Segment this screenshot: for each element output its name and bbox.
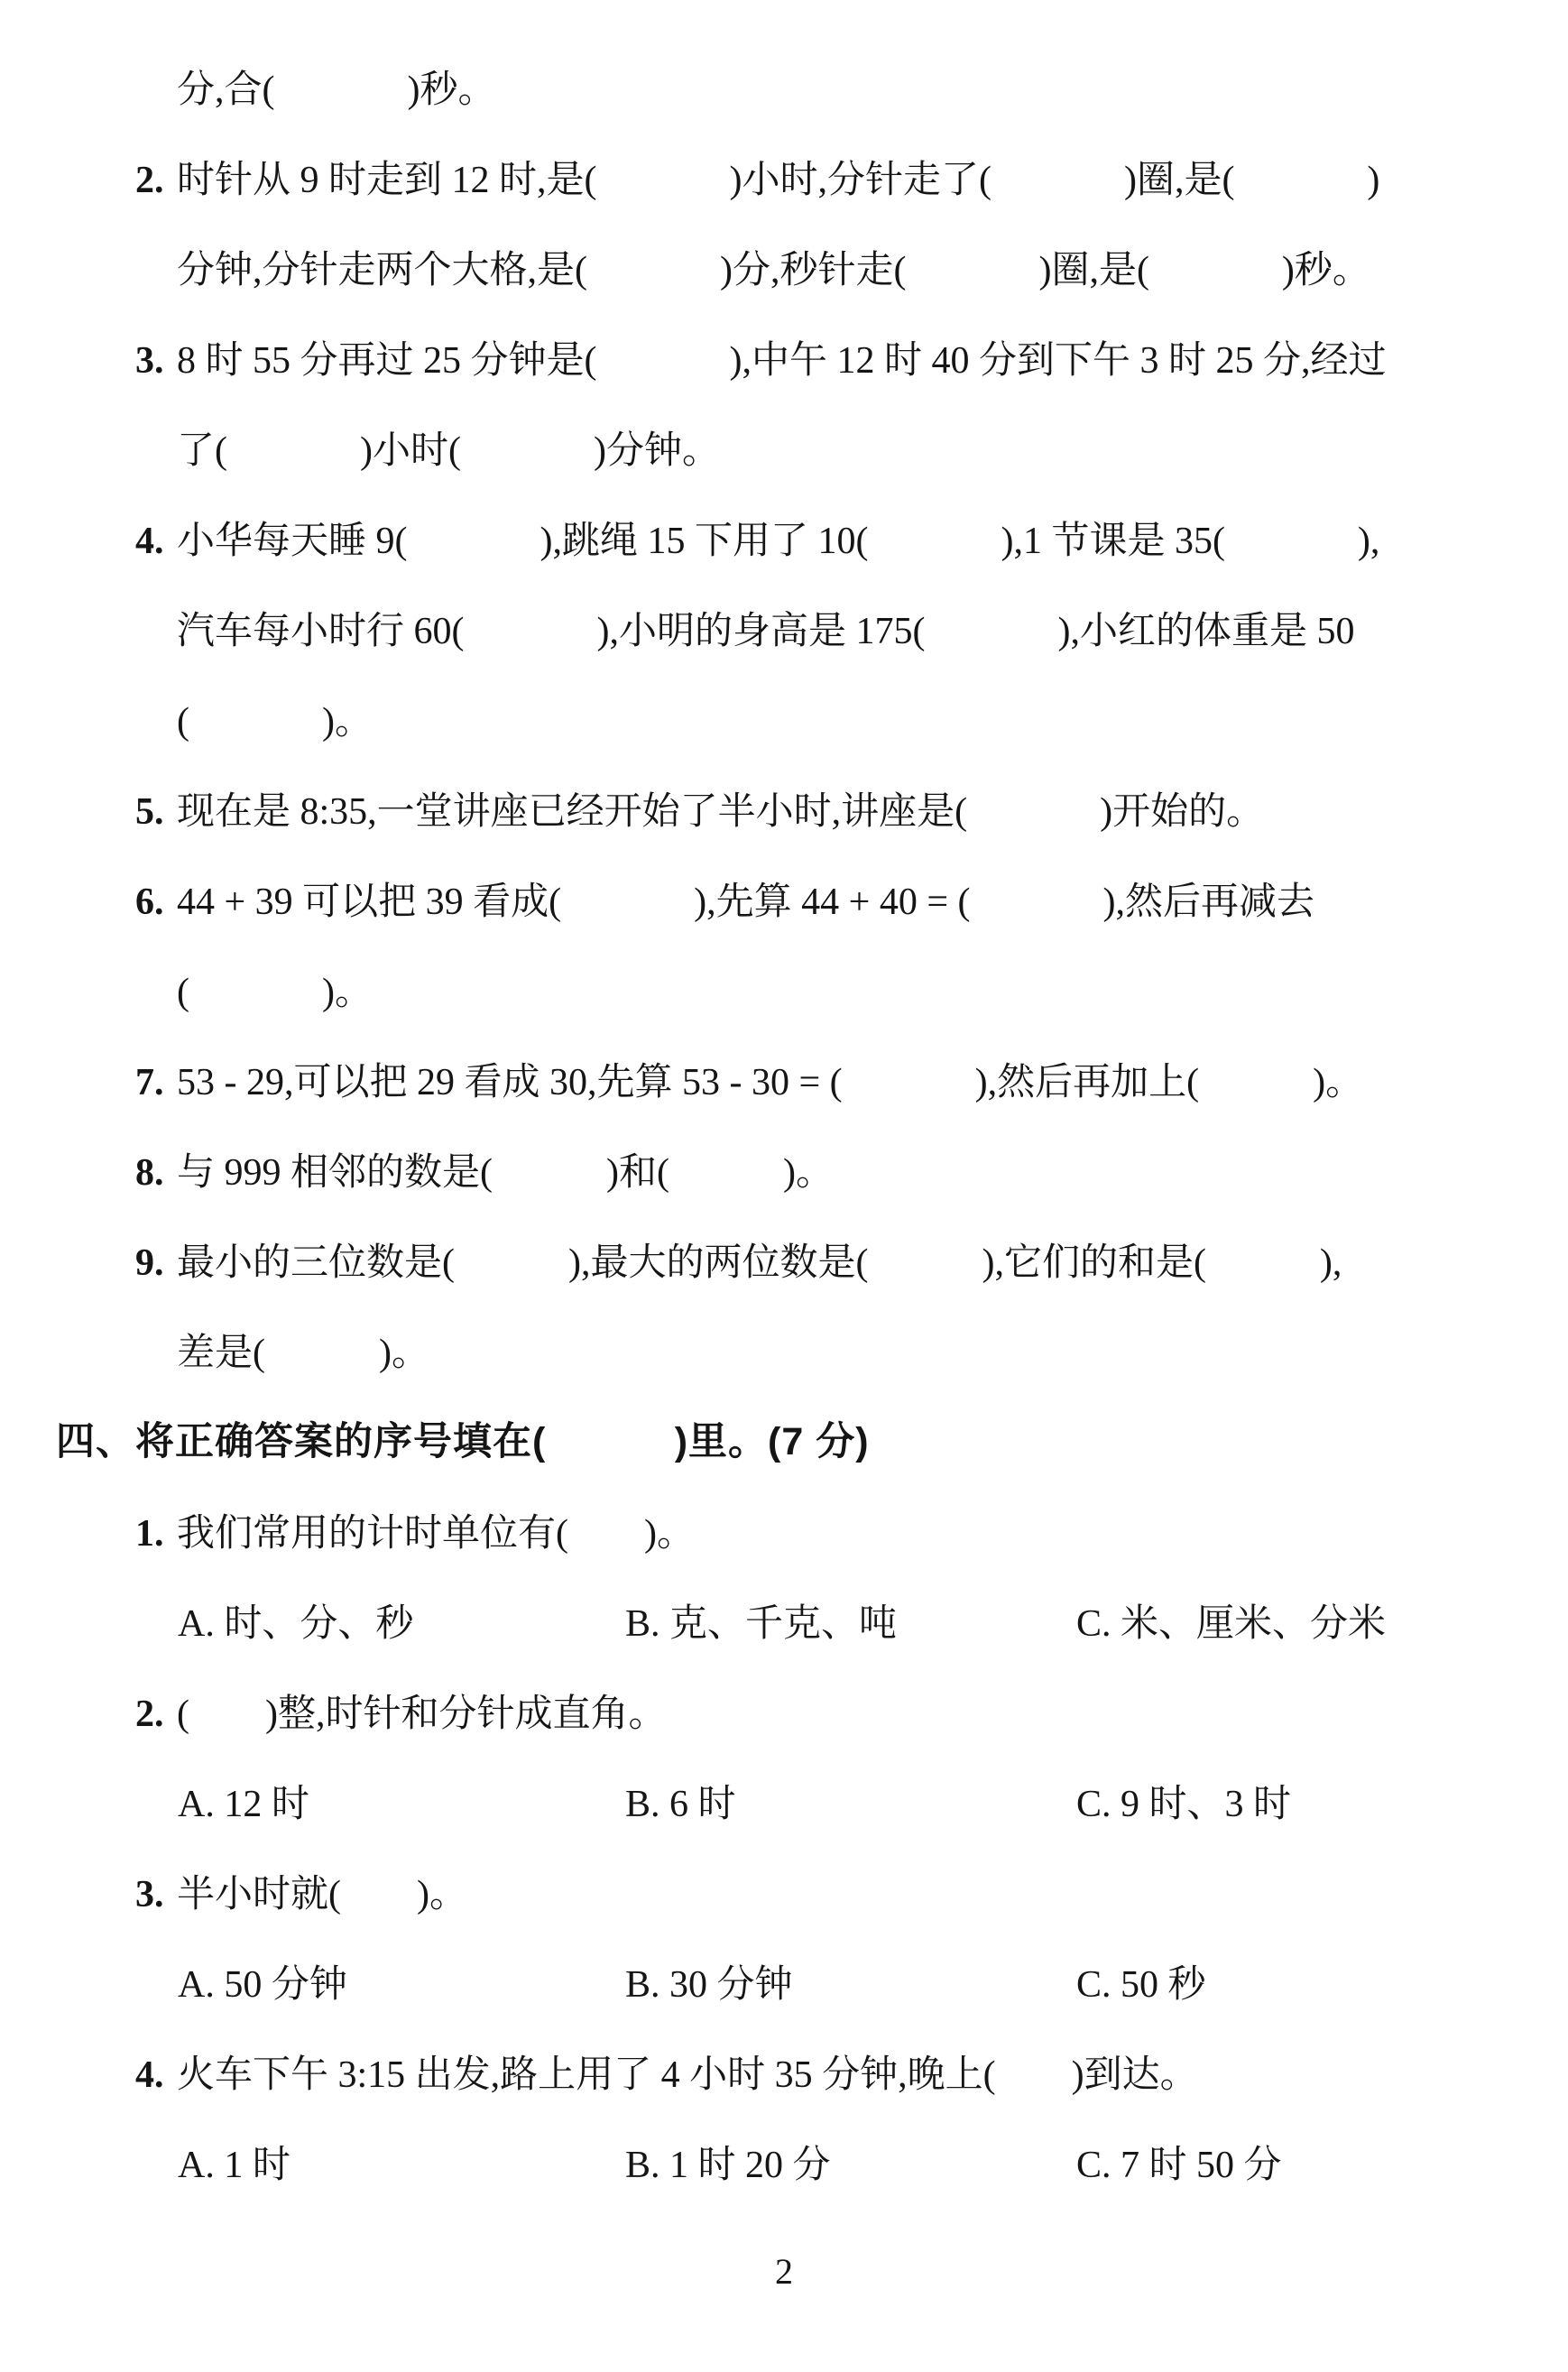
q9-line1-text: 最小的三位数是( ),最大的两位数是( ),它们的和是( ), xyxy=(177,1242,1342,1284)
mc3-question xyxy=(135,1872,467,1917)
q3-line1-text: 8 时 55 分再过 25 分钟是( ),中午 12 时 40 分到下午 3 时 25 分,经过 xyxy=(177,340,1387,382)
mc4-text: 火车下午 3:15 出发,路上用了 4 小时 35 分钟,晚上( )到达。 xyxy=(177,2054,1198,2096)
q9-line2: 差是( )。 xyxy=(177,1333,429,1374)
mc3-option-c: C. 50 秒 xyxy=(1076,1964,1206,2006)
mc2-option-a: A. 12 时 xyxy=(178,1784,309,1825)
mc1-option-b: B. 克、千克、吨 xyxy=(625,1603,898,1645)
mc4-number: 4. xyxy=(135,2054,164,2096)
q2-number: 2. xyxy=(135,160,164,201)
q6-line1-text: 44 + 39 可以把 39 看成( ),先算 44 + 40 = ( ),然后再减去 xyxy=(177,881,1315,923)
q5-line1-text: 现在是 8:35,一堂讲座已经开始了半小时,讲座是( )开始的。 xyxy=(177,791,1265,833)
mc1-question xyxy=(135,1511,695,1556)
q2-line1 xyxy=(135,158,1379,203)
mc1-options-row xyxy=(178,1601,1513,1647)
q2-line1-text: 时针从 9 时走到 12 时,是( )小时,分针走了( )圈,是( ) xyxy=(177,160,1380,201)
mc1-option-c: C. 米、厘米、分米 xyxy=(1076,1603,1387,1645)
q8-line1 xyxy=(135,1150,834,1195)
mc2-text: ( )整,时针和分针成直角。 xyxy=(177,1694,667,1735)
mc2-question xyxy=(135,1692,666,1737)
q3-line2: 了( )小时( )分钟。 xyxy=(177,430,720,472)
mc3-options-row xyxy=(178,1962,1513,2007)
q5-number: 5. xyxy=(135,791,164,833)
q6-line1 xyxy=(135,880,1314,925)
mc2-number: 2. xyxy=(135,1694,164,1735)
q8-number: 8. xyxy=(135,1152,164,1194)
q4-line1 xyxy=(135,519,1379,564)
mc3-option-b: B. 30 分钟 xyxy=(625,1964,793,2006)
q6-line2: ( )。 xyxy=(177,972,373,1013)
mc4-options-row xyxy=(178,2143,1513,2188)
mc4-question xyxy=(135,2053,1198,2098)
q9-line1 xyxy=(135,1241,1342,1286)
mc4-option-b: B. 1 时 20 分 xyxy=(625,2145,831,2186)
q4-line1-text: 小华每天睡 9( ),跳绳 15 下用了 10( ),1 节课是 35( ), xyxy=(177,521,1380,562)
q9-number: 9. xyxy=(135,1242,164,1284)
q7-number: 7. xyxy=(135,1062,164,1103)
q4-line2: 汽车每小时行 60( ),小明的身高是 175( ),小红的体重是 50 xyxy=(177,611,1355,652)
q8-line1-text: 与 999 相邻的数是( )和( )。 xyxy=(177,1152,834,1194)
mc1-number: 1. xyxy=(135,1513,164,1555)
mc2-option-b: B. 6 时 xyxy=(625,1784,736,1825)
q7-line1 xyxy=(135,1060,1363,1105)
q3-number: 3. xyxy=(135,340,164,382)
mc2-option-c: C. 9 时、3 时 xyxy=(1076,1784,1292,1825)
mc3-text: 半小时就( )。 xyxy=(177,1874,467,1915)
page-number: 2 xyxy=(775,2251,793,2292)
mc1-text: 我们常用的计时单位有( )。 xyxy=(177,1513,695,1555)
mc4-option-c: C. 7 时 50 分 xyxy=(1076,2145,1282,2186)
mc3-option-a: A. 50 分钟 xyxy=(178,1964,347,2006)
q1-continuation-line: 分,合( )秒。 xyxy=(177,69,496,111)
q2-line2: 分钟,分针走两个大格,是( )分,秒针走( )圈,是( )秒。 xyxy=(177,250,1370,291)
q3-line1 xyxy=(135,338,1386,383)
section-four-header: 四、将正确答案的序号填在( )里。(7 分) xyxy=(56,1420,870,1463)
q4-number: 4. xyxy=(135,521,164,562)
mc1-option-a: A. 时、分、秒 xyxy=(178,1603,414,1645)
q6-number: 6. xyxy=(135,881,164,923)
q4-line3: ( )。 xyxy=(177,701,373,743)
q7-line1-text: 53 - 29,可以把 29 看成 30,先算 53 - 30 = ( ),然后再加上( )。 xyxy=(177,1062,1364,1103)
q5-line1 xyxy=(135,789,1264,835)
mc4-option-a: A. 1 时 xyxy=(178,2145,291,2186)
mc3-number: 3. xyxy=(135,1874,164,1915)
mc2-options-row xyxy=(178,1782,1513,1827)
